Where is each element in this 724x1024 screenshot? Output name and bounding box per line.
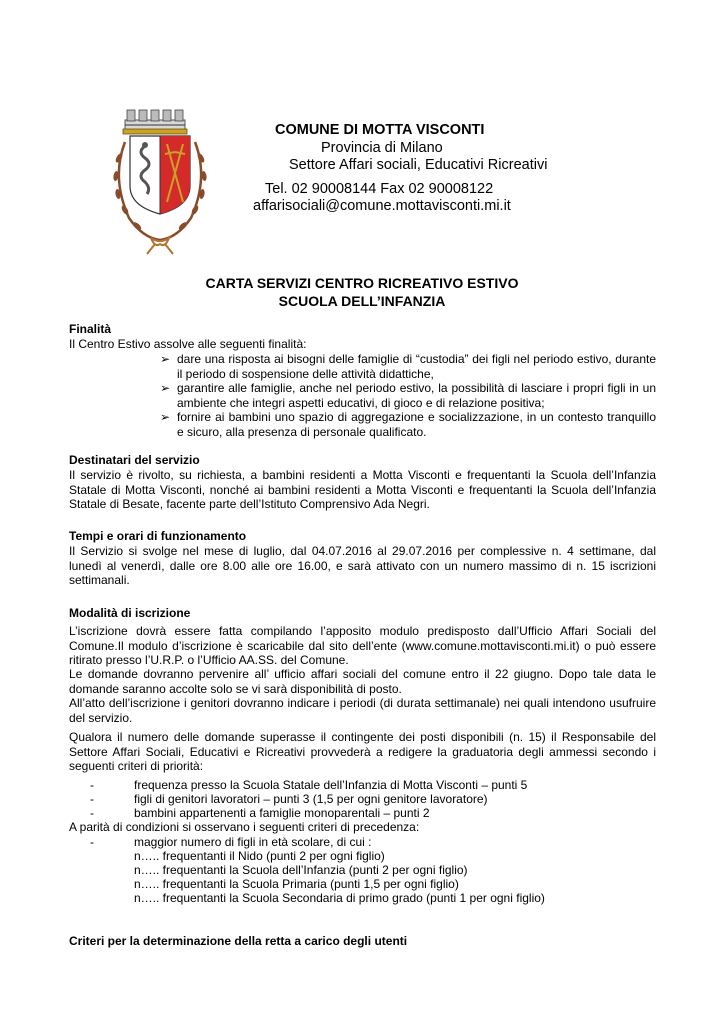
- finalita-bullet-text: dare una risposta ai bisogni delle famiglie di “custodia” dei figli nel periodo estivo, durante il periodo di sospensione delle attività didattiche,: [177, 352, 656, 381]
- contact-email: affarisociali@comune.mottavisconti.mi.it: [253, 198, 511, 214]
- coat-of-arms-emblem: [105, 98, 215, 256]
- list-item: [90, 778, 656, 793]
- priority-criterion: frequenza presso la Scuola Statale dell’Infanzia di Motta Visconti – punti 5: [134, 778, 528, 792]
- destinatari-text: Il servizio è rivolto, su richiesta, a bambini residenti a Motta Visconti e frequentanti la Scuola dell’Infanzia Statale di Motta Visconti, nonché ai bambini residenti a Motta Visconti e frequentanti la Scuola dell’Infanzia Statale di Besate, facente parte dell’Istituto Comprensivo Ada Negri.: [69, 468, 656, 511]
- dash-bullet-icon: -: [90, 835, 94, 849]
- parity-sub-item: n….. frequentanti la Scuola Secondaria di primo grado (punti 1 per ogni figlio): [134, 891, 545, 905]
- finalita-intro: Il Centro Estivo assolve alle seguenti finalità:: [69, 337, 307, 351]
- department-name: Settore Affari sociali, Educativi Ricreativi: [289, 157, 548, 173]
- section-heading-tempi: Tempi e orari di funzionamento: [69, 529, 247, 543]
- crown-icon: [123, 110, 187, 134]
- parity-sub-item: n….. frequentanti la Scuola Primaria (punti 1,5 per ogni figlio): [134, 877, 459, 891]
- arrow-bullet-icon: ➢: [160, 352, 171, 366]
- dash-bullet-icon: -: [90, 778, 94, 792]
- dash-bullet-icon: -: [90, 792, 94, 806]
- section-heading-modalita: Modalità di iscrizione: [69, 606, 191, 620]
- finalita-bullet-text: fornire ai bambini uno spazio di aggregazione e socializzazione, in un contesto tranquillo e sicuro, alla presenza di personale qualificato.: [177, 410, 656, 439]
- section-heading-finalita: Finalità: [69, 322, 112, 336]
- section-heading-destinatari: Destinatari del servizio: [69, 453, 200, 467]
- list-item: [160, 410, 656, 440]
- section-heading-criteri-retta: Criteri per la determinazione della retta a carico degli utenti: [69, 934, 408, 948]
- parity-criterion: maggior numero di figli in età scolare, di cui :: [134, 835, 372, 849]
- modalita-paragraph-2: Le domande dovranno pervenire all’ ufficio affari sociali del comune entro il 22 giugno. Dopo tale data le domande saranno accolte solo se vi sarà disponibilità di posto.: [69, 667, 656, 696]
- priority-criterion: bambini appartenenti a famiglie monoparentali – punti 2: [134, 806, 430, 820]
- tempi-text: Il Servizio si svolge nel mese di luglio, dal 04.07.2016 al 29.07.2016 per complessive n. 4 settimane, dal lunedì al venerdì, dalle ore 8.00 alle ore 16.00, e sarà attivato con un numero massimo di n. 15 iscrizioni settimanali.: [69, 544, 656, 587]
- list-item: [90, 792, 656, 807]
- document-title-line2: SCUOLA DELL’INFANZIA: [278, 293, 446, 309]
- modalita-paragraph-4: Qualora il numero delle domande superasse il contingente dei posti disponibili (n. 15) il Responsabile del Settore Affari Sociali, Educativi e Ricreativi provvederà a redigere la graduatoria degli ammessi secondo i seguenti criteri di priorità:: [69, 730, 656, 773]
- arrow-bullet-icon: ➢: [160, 381, 171, 395]
- parity-intro: A parità di condizioni si osservano i seguenti criteri di precedenza:: [69, 820, 420, 834]
- parity-sub-item: n….. frequentanti la Scuola dell’Infanzia (punti 2 per ogni figlio): [134, 863, 468, 877]
- contact-phone-fax: Tel. 02 90008144 Fax 02 90008122: [265, 181, 494, 197]
- arrow-bullet-icon: ➢: [160, 410, 171, 424]
- priority-criterion: figli di genitori lavoratori – punti 3 (1,5 per ogni genitore lavoratore): [134, 792, 488, 806]
- ribbon-icon: [147, 238, 173, 254]
- finalita-bullet-text: garantire alle famiglie, anche nel periodo estivo, la possibilità di lasciare i propri figli in un ambiente che integri aspetti educativi, di gioco e di relazione positiva;: [177, 381, 656, 410]
- list-item: [90, 835, 656, 850]
- modalita-paragraph-1: L’iscrizione dovrà essere fatta compilando l’apposito modulo predisposto dall’Ufficio Affari Sociali del Comune.Il modulo d’iscrizione è scaricabile dal sito dell’ente (www.comune.mottavisconti.mi.it) o può essere ritirato presso l’U.R.P. o l’Ufficio AA.SS. del Comune.: [69, 624, 656, 667]
- province-name: Provincia di Milano: [321, 140, 443, 156]
- modalita-paragraph-3: All’atto dell’iscrizione i genitori dovranno indicare i periodi (di durata settimanale) nei quali intendono usufruire del servizio.: [69, 696, 656, 725]
- document-title-line1: CARTA SERVIZI CENTRO RICREATIVO ESTIVO: [205, 275, 519, 291]
- municipality-name: COMUNE DI MOTTA VISCONTI: [275, 122, 485, 138]
- list-item: [160, 352, 656, 382]
- list-item: [160, 381, 656, 411]
- list-item: [90, 806, 656, 821]
- dash-bullet-icon: -: [90, 806, 94, 820]
- shield-icon: [130, 136, 190, 214]
- parity-sub-item: n….. frequentanti il Nido (punti 2 per ogni figlio): [134, 849, 385, 863]
